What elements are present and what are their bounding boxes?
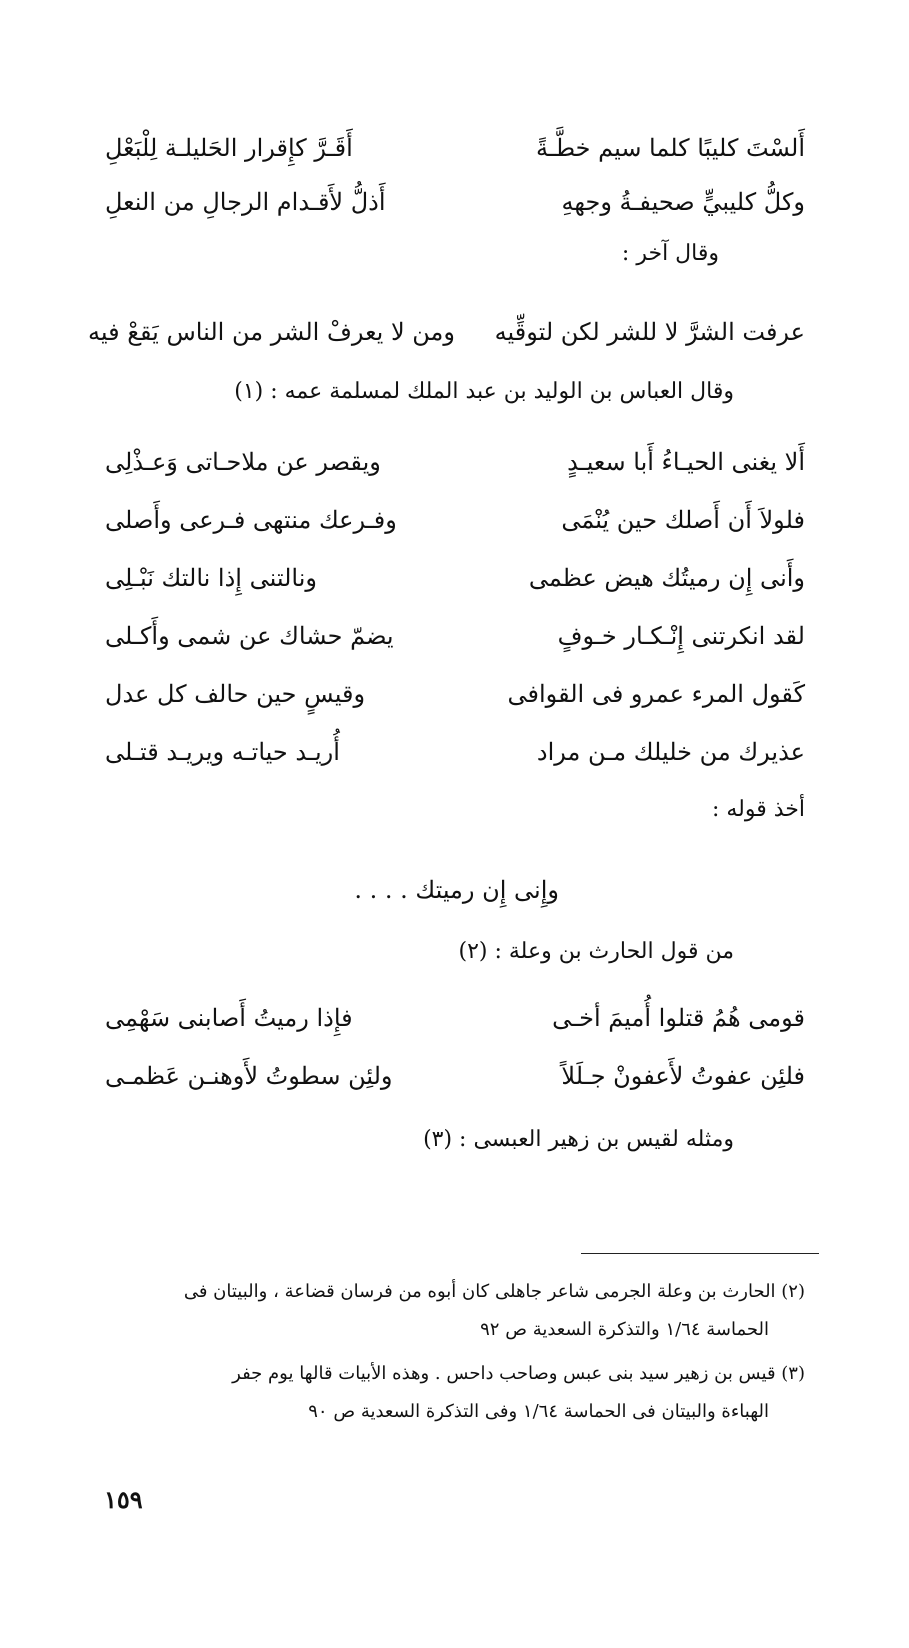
second-hemistich: وقيسٍ حين حالف كل عدل [105, 680, 366, 708]
verse-line [105, 126, 805, 170]
verse-line [105, 556, 805, 600]
verse-line [88, 310, 805, 354]
second-hemistich: ويقصر عن ملاحـاتى وَعـذْلِى [105, 448, 381, 476]
first-hemistich: قومى هُمُ قتلوا أُميمَ أخـى [552, 1004, 805, 1032]
second-hemistich: ومن لا يعرفْ الشر من الناس يَقعْ فيه [88, 318, 455, 346]
first-hemistich: عرفت الشرَّ لا للشر لكن لتوقِّيه [494, 318, 805, 346]
second-hemistich: ونالتنى إِذا نالتك نَبْـلِى [105, 564, 317, 592]
quoted-hemistich: وإِنى إِن رميتك . . . . [354, 876, 559, 904]
first-hemistich: فلئِن عفوتُ لأَعفونْ جـلَلاً [561, 1062, 805, 1090]
footnote-line: الحماسة ١/٦٤ والتذكرة السعدية ص ٩٢ [480, 1319, 769, 1340]
verse-line [105, 672, 805, 716]
second-hemistich: وفـرعك منتهى فـرعى وأَصلى [105, 506, 397, 534]
intro-line: ومثله لقيس بن زهير العبسى : (٣) [423, 1127, 734, 1152]
verse-line [105, 498, 805, 542]
first-hemistich: فلولاَ أَن أَصلك حين يُنْمَى [561, 506, 805, 534]
verse-line [105, 180, 805, 224]
footnote-line: (٢) الحارث بن وعلة الجرمى شاعر جاهلى كان أبوه من فرسان قضاعة ، والبيتان فى [183, 1281, 805, 1302]
verse-line [105, 614, 805, 658]
first-hemistich: أَلا يغنى الحيـاءُ أَبا سعيـدٍ [567, 448, 805, 476]
first-hemistich: لقد انكرتنى إِنْـكـار خـوفٍ [557, 622, 805, 650]
intro-line: من قول الحارث بن وعلة : (٢) [458, 939, 734, 964]
second-hemistich: أُريـد حياتـه ويريـد قتـلى [105, 738, 340, 766]
verse-line [105, 730, 805, 774]
intro-line: أخذ قوله : [711, 797, 805, 822]
footnote-separator [581, 1253, 819, 1254]
second-hemistich: يضمّ حشاك عن شمى وأَكـلى [105, 622, 394, 650]
footnote-line: (٣) قيس بن زهير سيد بنى عبس وصاحب داحس . وهذه الأبيات قالها يوم جفر [232, 1363, 805, 1384]
first-hemistich: عذيرك من خليلك مـن مراد [536, 738, 805, 766]
first-hemistich: وأَنى إِن رميتُك هيض عظمى [528, 564, 805, 592]
second-hemistich: ولئِن سطوتُ لأَوهنـن عَظمـى [105, 1062, 393, 1090]
intro-line: وقال العباس بن الوليد بن عبد الملك لمسلمة عمه : (١) [234, 379, 734, 404]
page-number: ١٥٩ [104, 1485, 143, 1514]
intro-line: وقال آخر : [621, 241, 719, 266]
second-hemistich: أَذلُّ لأَقـدام الرجالِ من النعلِ [105, 188, 386, 216]
first-hemistich: أَلسْتَ كليبًا كلما سيم خطَّـةً [536, 134, 805, 162]
verse-line [105, 996, 805, 1040]
verse-line [105, 1054, 805, 1098]
second-hemistich: فإِذا رميتُ أَصابنى سَهْمِى [105, 1004, 353, 1032]
first-hemistich: كَقول المرء عمرو فى القوافى [507, 680, 805, 708]
first-hemistich: وكلُّ كليبيٍّ صحيفـةُ وجههِ [561, 188, 805, 216]
second-hemistich: أَقَـرَّ كإِقرار الحَليلـة لِلْبَعْلِ [105, 134, 353, 162]
verse-line [105, 440, 805, 484]
footnote-line: الهباءة والبيتان فى الحماسة ١/٦٤ وفى التذكرة السعدية ص ٩٠ [308, 1401, 769, 1422]
